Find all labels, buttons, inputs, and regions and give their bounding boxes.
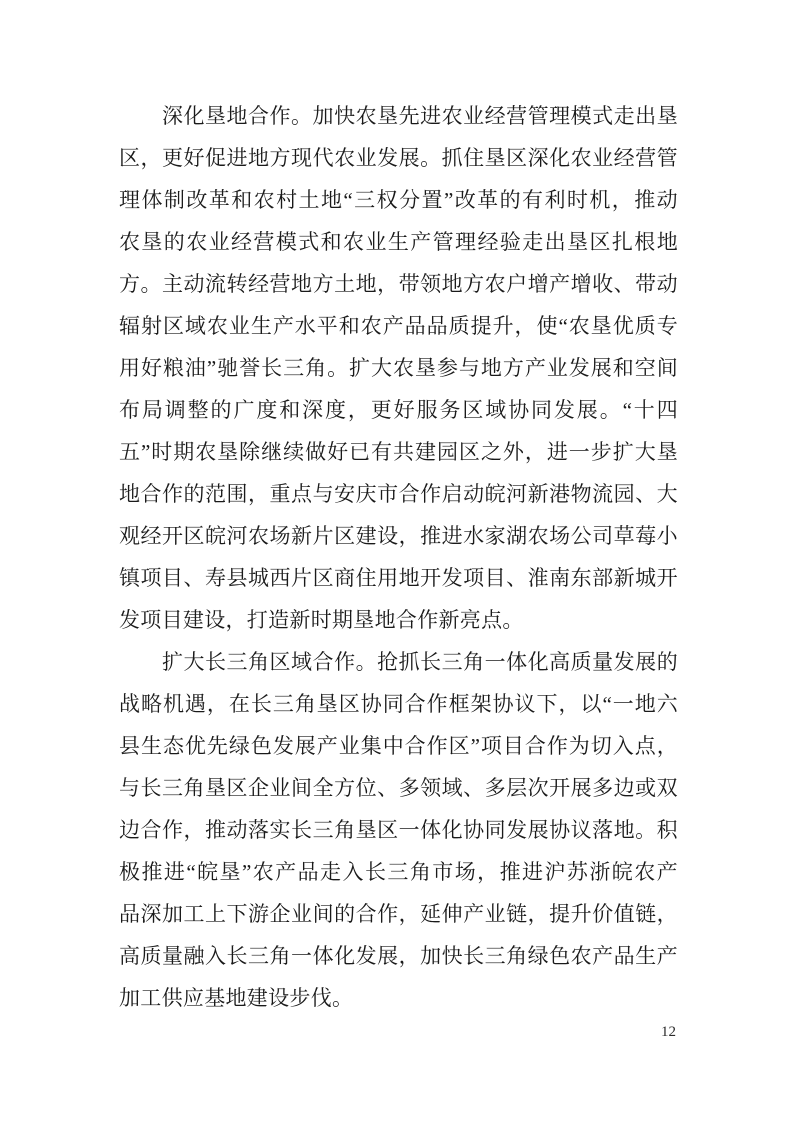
text-line: 用好粮油”驰誉长三角。扩大农垦参与地方产业发展和空间	[119, 356, 678, 380]
text-line: 布局调整的广度和深度，更好服务区域协同发展。“十四	[119, 398, 678, 422]
text-line: 高质量融入长三角一体化发展，加快长三角绿色农产品生产	[119, 944, 678, 968]
page-number: 12	[661, 1024, 676, 1040]
text-line: 五”时期农垦除继续做好已有共建园区之外，进一步扩大垦	[119, 440, 678, 464]
paragraph	[119, 95, 678, 641]
text-line: 战略机遇，在长三角垦区协同合作框架协议下，以“一地六	[119, 692, 678, 716]
text-line: 辐射区域农业生产水平和农产品品质提升，使“农垦优质专	[119, 314, 678, 338]
text-line: 农垦的农业经营模式和农业生产管理经验走出垦区扎根地	[119, 230, 678, 254]
text-line: 发项目建设，打造新时期垦地合作新亮点。	[119, 608, 524, 632]
text-line: 地合作的范围，重点与安庆市合作启动皖河新港物流园、大	[119, 482, 678, 506]
text-line: 扩大长三角区域合作。抢抓长三角一体化高质量发展的	[162, 650, 678, 674]
text-line: 县生态优先绿色发展产业集中合作区”项目合作为切入点，	[119, 734, 678, 758]
text-line: 加工供应基地建设步伐。	[119, 986, 354, 1010]
text-line: 观经开区皖河农场新片区建设，推进水家湖农场公司草莓小	[119, 524, 678, 548]
document-body	[119, 95, 678, 1019]
text-line: 边合作，推动落实长三角垦区一体化协同发展协议落地。积	[119, 818, 678, 842]
paragraph	[119, 641, 678, 1019]
text-line: 区，更好促进地方现代农业发展。抓住垦区深化农业经营管	[119, 146, 678, 170]
text-line: 方。主动流转经营地方土地，带领地方农户增产增收、带动	[119, 272, 678, 296]
text-line: 理体制改革和农村土地“三权分置”改革的有利时机，推动	[119, 188, 678, 212]
text-line: 与长三角垦区企业间全方位、多领域、多层次开展多边或双	[119, 776, 678, 800]
text-line: 品深加工上下游企业间的合作，延伸产业链，提升价值链，	[119, 902, 678, 926]
text-line: 镇项目、寿县城西片区商住用地开发项目、淮南东部新城开	[119, 566, 678, 590]
text-line: 深化垦地合作。加快农垦先进农业经营管理模式走出垦	[162, 104, 678, 128]
text-line: 极推进“皖垦”农产品走入长三角市场，推进沪苏浙皖农产	[119, 860, 678, 884]
